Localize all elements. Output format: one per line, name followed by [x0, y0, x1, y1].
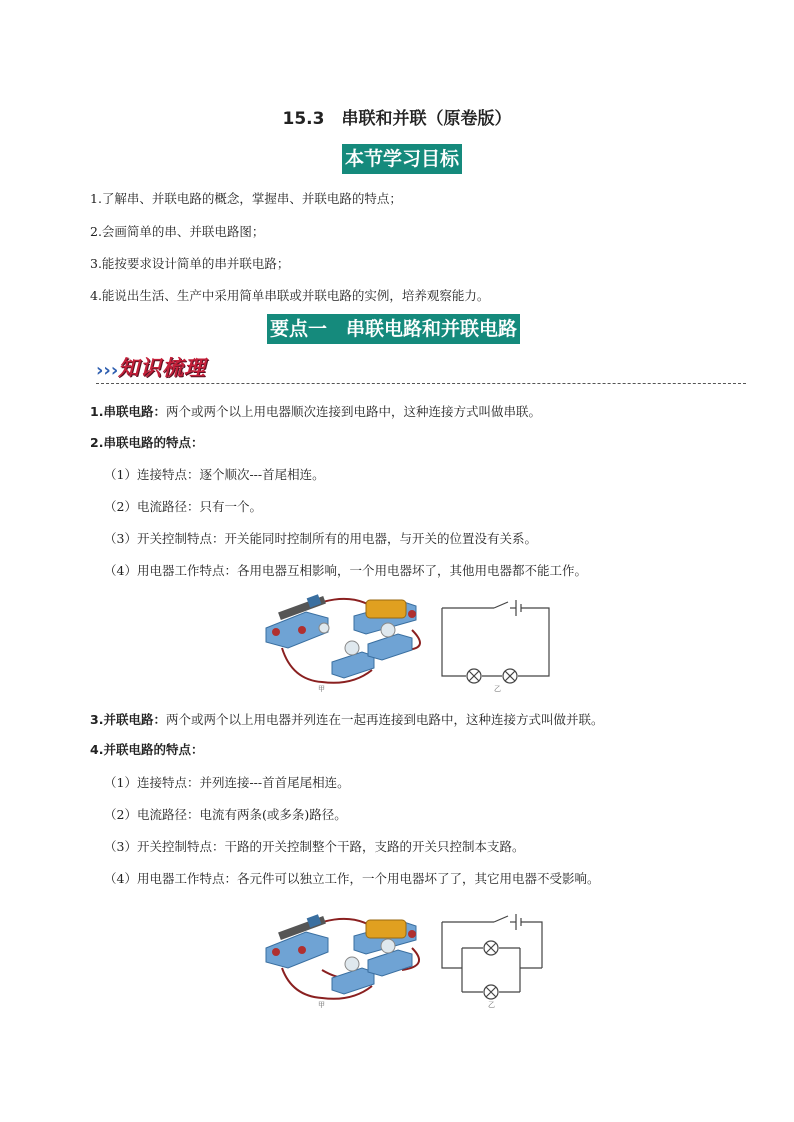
- series-feature-1: （1）连接特点：逐个顺次---首尾相连。: [104, 467, 325, 482]
- parallel-feature-1: （1）连接特点：并列连接---首首尾尾相连。: [104, 775, 350, 790]
- series-circuit-figure: [262, 590, 552, 696]
- section-banner-key-point-1: 要点一 串联电路和并联电路: [267, 314, 520, 344]
- parallel-feature-2: （2）电流路径：电流有两条(或多条)路径。: [104, 807, 347, 822]
- fig2-caption-right: 乙: [488, 1001, 495, 1009]
- series-features-title: 2.串联电路的特点：: [90, 435, 204, 450]
- parallel-circuit-photo: [266, 914, 419, 999]
- parallel-definition: 3.并联电路：两个或两个以上用电器并列连在一起再连接到电路中，这种连接方式叫做并联。: [90, 712, 604, 727]
- parallel-circuit-figure: [262, 908, 552, 1010]
- parallel-circuit-diagram: [442, 914, 542, 999]
- page-title: 15.3 串联和并联（原卷版）: [282, 109, 512, 129]
- dashed-divider: [96, 383, 746, 384]
- series-feature-3: （3）开关控制特点：开关能同时控制所有的用电器，与开关的位置没有关系。: [104, 531, 537, 546]
- series-definition: 1.串联电路：两个或两个以上用电器顺次连接到电路中，这种连接方式叫做串联。: [90, 404, 541, 419]
- parallel-feature-4: （4）用电器工作特点：各元件可以独立工作，一个用电器坏了了，其它用电器不受影响。: [104, 871, 600, 886]
- goal-4: 4.能说出生活、生产中采用简单串联或并联电路的实例，培养观察能力。: [90, 288, 490, 303]
- triple-chevron-icon: ›››: [96, 360, 119, 381]
- series-circuit-photo: [266, 594, 420, 683]
- series-feature-4: （4）用电器工作特点：各用电器互相影响，一个用电器坏了，其他用电器都不能工作。: [104, 563, 587, 578]
- knowledge-review-header: [96, 352, 746, 382]
- series-feature-2: （2）电流路径：只有一个。: [104, 499, 262, 514]
- section-banner-goals: 本节学习目标: [342, 144, 462, 174]
- fig1-caption-left: 甲: [318, 685, 325, 693]
- parallel-feature-3: （3）开关控制特点：干路的开关控制整个干路，支路的开关只控制本支路。: [104, 839, 525, 854]
- goal-3: 3.能按要求设计简单的串并联电路；: [90, 256, 290, 271]
- goal-2: 2.会画简单的串、并联电路图；: [90, 224, 265, 239]
- fig1-caption-right: 乙: [494, 685, 501, 693]
- knowledge-review-title: 知识梳理: [118, 356, 206, 380]
- goal-1: 1.了解串、并联电路的概念，掌握串、并联电路的特点；: [90, 191, 402, 206]
- fig2-caption-left: 甲: [318, 1001, 325, 1009]
- series-circuit-diagram: [442, 600, 549, 683]
- parallel-features-title: 4.并联电路的特点：: [90, 742, 204, 757]
